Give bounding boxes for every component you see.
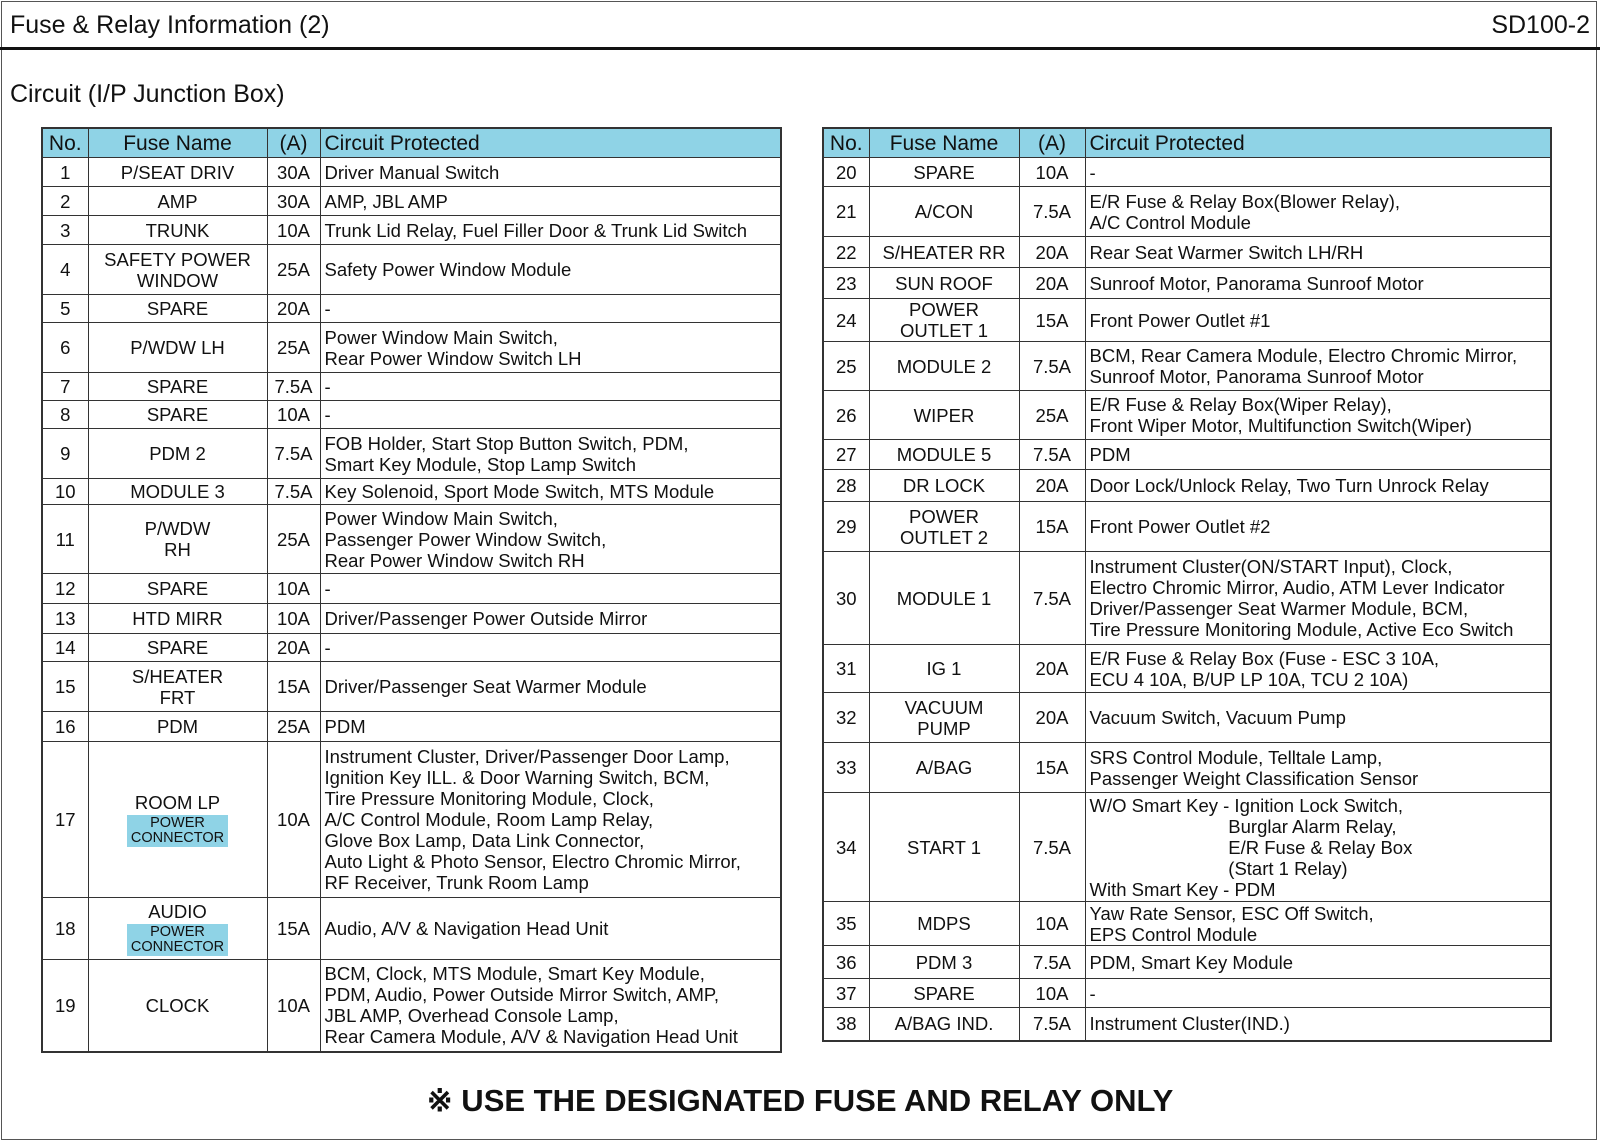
table-row — [42, 574, 781, 604]
fuse-amperage: 15A — [267, 662, 320, 712]
table-row — [823, 187, 1551, 237]
fuse-name-cell — [869, 946, 1019, 979]
table-row — [42, 479, 781, 505]
circuit-protected: Vacuum Switch, Vacuum Pump — [1085, 693, 1551, 743]
circuit-protected: Rear Seat Warmer Switch LH/RH — [1085, 237, 1551, 268]
fuse-name-cell — [869, 552, 1019, 645]
fuse-amperage: 20A — [267, 295, 320, 323]
fuse-amperage: 20A — [1019, 693, 1085, 743]
fuse-name: IG 1 — [926, 658, 962, 679]
table-row — [823, 793, 1551, 902]
fuse-amperage: 20A — [1019, 268, 1085, 299]
circuit-protected: - — [320, 295, 781, 323]
circuit-protected: Driver/Passenger Seat Warmer Module — [320, 662, 781, 712]
table-row — [823, 552, 1551, 645]
fuse-name: S/HEATER FRT — [131, 665, 224, 708]
fuse-name: P/SEAT DRIV — [120, 161, 235, 183]
circuit-protected: Key Solenoid, Sport Mode Switch, MTS Module — [320, 479, 781, 505]
fuse-name: MODULE 3 — [130, 481, 225, 502]
column-header-no: No. — [823, 128, 869, 158]
fuse-name-cell — [88, 401, 267, 429]
fuse-number: 30 — [823, 552, 869, 645]
table-row — [823, 268, 1551, 299]
fuse-name-cell — [88, 429, 267, 479]
fuse-name: DR LOCK — [902, 475, 986, 496]
fuse-name: A/BAG — [915, 757, 973, 778]
column-header-circuit: Circuit Protected — [1085, 128, 1551, 158]
circuit-protected: - — [1085, 158, 1551, 187]
fuse-amperage: 10A — [1019, 902, 1085, 946]
fuse-amperage: 30A — [267, 158, 320, 187]
fuse-amperage: 20A — [267, 634, 320, 662]
table-row — [823, 946, 1551, 979]
fuse-amperage: 25A — [1019, 391, 1085, 440]
fuse-name-cell — [869, 902, 1019, 946]
circuit-protected: Door Lock/Unlock Relay, Two Turn Unrock Relay — [1085, 470, 1551, 502]
table-row — [42, 245, 781, 295]
fuse-amperage: 20A — [1019, 645, 1085, 693]
circuit-protected: Yaw Rate Sensor, ESC Off Switch, EPS Control Module — [1085, 902, 1551, 946]
fuse-number: 20 — [823, 158, 869, 187]
fuse-name-cell — [88, 187, 267, 216]
fuse-name-cell — [88, 245, 267, 295]
circuit-protected: - — [320, 634, 781, 662]
fuse-amperage: 7.5A — [1019, 187, 1085, 237]
table-row — [823, 342, 1551, 391]
circuit-protected: PDM — [1085, 440, 1551, 470]
fuse-number: 18 — [42, 898, 88, 960]
circuit-protected: E/R Fuse & Relay Box(Wiper Relay), Front Wiper Motor, Multifunction Switch(Wiper) — [1085, 391, 1551, 440]
fuse-name-cell — [88, 712, 267, 742]
fuse-amperage: 10A — [267, 742, 320, 898]
circuit-protected: Sunroof Motor, Panorama Sunroof Motor — [1085, 268, 1551, 299]
fuse-number: 14 — [42, 634, 88, 662]
fuse-amperage: 25A — [267, 712, 320, 742]
fuse-name-cell — [88, 505, 267, 574]
fuse-name-cell — [88, 574, 267, 604]
fuse-name: SPARE — [146, 637, 209, 658]
circuit-protected: Front Power Outlet #1 — [1085, 299, 1551, 342]
fuse-name-cell — [869, 793, 1019, 902]
fuse-name-cell — [869, 440, 1019, 470]
fuse-number: 35 — [823, 902, 869, 946]
table-row — [823, 470, 1551, 502]
table-row — [823, 1008, 1551, 1041]
fuse-number: 24 — [823, 299, 869, 342]
fuse-number: 21 — [823, 187, 869, 237]
circuit-protected: W/O Smart Key - Ignition Lock Switch, Burglar Alarm Relay, E/R Fuse & Relay Box (Start 1 Relay) With Smart Key - PDM — [1085, 793, 1551, 902]
table-row — [823, 391, 1551, 440]
table-row — [823, 743, 1551, 793]
fuse-name-cell — [88, 662, 267, 712]
circuit-protected: AMP, JBL AMP — [320, 187, 781, 216]
fuse-name-cell — [869, 237, 1019, 268]
table-row — [42, 662, 781, 712]
fuse-name: POWER OUTLET 2 — [899, 505, 989, 548]
fuse-name-cell — [869, 299, 1019, 342]
fuse-number: 16 — [42, 712, 88, 742]
fuse-name: SPARE — [913, 161, 975, 183]
fuse-name: PDM 3 — [915, 951, 973, 973]
fuse-name-cell — [869, 391, 1019, 440]
table-header-row — [42, 128, 781, 158]
fuse-amperage: 7.5A — [267, 479, 320, 505]
circuit-protected: Audio, A/V & Navigation Head Unit — [320, 898, 781, 960]
fuse-amperage: 30A — [267, 187, 320, 216]
fuse-name: POWER OUTLET 1 — [899, 299, 989, 341]
fuse-name: CLOCK — [145, 994, 210, 1016]
fuse-name: SPARE — [146, 298, 209, 319]
fuse-amperage: 10A — [267, 401, 320, 429]
fuse-amperage: 15A — [1019, 299, 1085, 342]
fuse-name: AUDIO — [148, 901, 207, 922]
table-row — [823, 902, 1551, 946]
column-header-fuse-name: Fuse Name — [869, 128, 1019, 158]
fuse-name: SPARE — [146, 404, 209, 425]
fuse-name: SPARE — [146, 578, 209, 599]
fuse-name: A/BAG IND. — [894, 1013, 994, 1035]
fuse-amperage: 10A — [1019, 158, 1085, 187]
fuse-name: VACUUM PUMP — [904, 696, 984, 739]
fuse-name-cell — [88, 898, 267, 960]
fuse-name: SUN ROOF — [895, 272, 993, 294]
document-code: SD100-2 — [1491, 11, 1590, 39]
fuse-amperage: 7.5A — [1019, 440, 1085, 470]
fuse-name: SAFETY POWER WINDOW — [104, 248, 251, 291]
fuse-name: START 1 — [906, 836, 982, 858]
fuse-name: P/WDW RH — [144, 518, 211, 560]
fuse-number: 23 — [823, 268, 869, 299]
fuse-name: TRUNK — [145, 219, 210, 241]
fuse-name: ROOM LP — [134, 792, 221, 813]
fuse-name-cell — [869, 187, 1019, 237]
fuse-number: 31 — [823, 645, 869, 693]
fuse-name: MDPS — [917, 913, 971, 934]
fuse-name-cell — [869, 979, 1019, 1008]
fuse-name: PDM 2 — [149, 443, 206, 464]
fuse-rows-left — [42, 158, 781, 1052]
fuse-amperage: 10A — [267, 574, 320, 604]
fuse-amperage: 7.5A — [1019, 342, 1085, 391]
fuse-number: 27 — [823, 440, 869, 470]
table-row — [823, 502, 1551, 552]
circuit-protected: E/R Fuse & Relay Box (Fuse - ESC 3 10A, ECU 4 10A, B/UP LP 10A, TCU 2 10A) — [1085, 645, 1551, 693]
circuit-protected: BCM, Rear Camera Module, Electro Chromic Mirror, Sunroof Motor, Panorama Sunroof Motor — [1085, 342, 1551, 391]
fuse-name: AMP — [157, 190, 198, 212]
fuse-name-cell — [88, 323, 267, 373]
table-row — [42, 373, 781, 401]
fuse-number: 9 — [42, 429, 88, 479]
section-title: Circuit (I/P Junction Box) — [10, 80, 285, 108]
fuse-amperage: 25A — [267, 505, 320, 574]
fuse-name: A/CON — [914, 201, 974, 222]
fuse-number: 13 — [42, 604, 88, 634]
fuse-number: 2 — [42, 187, 88, 216]
fuse-number: 8 — [42, 401, 88, 429]
circuit-protected: BCM, Clock, MTS Module, Smart Key Module, PDM, Audio, Power Outside Mirror Switch, AMP, JBL AMP, Overhead Console Lamp, Rear Camera Module, A/V & Navigation Head Unit — [320, 960, 781, 1052]
table-row — [42, 960, 781, 1052]
table-row — [823, 299, 1551, 342]
circuit-protected: - — [1085, 979, 1551, 1008]
fuse-name: WIPER — [913, 404, 975, 426]
page-header — [0, 0, 1600, 50]
circuit-protected: Instrument Cluster, Driver/Passenger Door Lamp, Ignition Key ILL. & Door Warning Switch, BCM, Tire Pressure Monitoring Module, Clock, A/C Control Module, Room Lamp Relay, Glove Box Lamp, Data Link Connector, Auto Light & Photo Sensor, Electro Chromic Mirror, RF Receiver, Trunk Room Lamp — [320, 742, 781, 898]
table-row — [42, 505, 781, 574]
table-header-row — [823, 128, 1551, 158]
circuit-protected: PDM — [320, 712, 781, 742]
fuse-name-cell — [869, 268, 1019, 299]
table-row — [42, 216, 781, 245]
fuse-name-cell — [88, 373, 267, 401]
fuse-number: 5 — [42, 295, 88, 323]
circuit-protected: Trunk Lid Relay, Fuel Filler Door & Trunk Lid Switch — [320, 216, 781, 245]
fuse-number: 38 — [823, 1008, 869, 1041]
column-header-circuit: Circuit Protected — [320, 128, 781, 158]
circuit-protected: - — [320, 574, 781, 604]
circuit-protected: Safety Power Window Module — [320, 245, 781, 295]
fuse-name-cell — [88, 295, 267, 323]
fuse-amperage: 7.5A — [1019, 552, 1085, 645]
table-row — [823, 979, 1551, 1008]
table-row — [42, 323, 781, 373]
fuse-number: 33 — [823, 743, 869, 793]
fuse-number: 12 — [42, 574, 88, 604]
fuse-number: 28 — [823, 470, 869, 502]
fuse-name-cell — [869, 158, 1019, 187]
circuit-protected: E/R Fuse & Relay Box(Blower Relay), A/C Control Module — [1085, 187, 1551, 237]
circuit-protected: - — [320, 401, 781, 429]
fuse-amperage: 15A — [267, 898, 320, 960]
table-row — [42, 634, 781, 662]
column-header-fuse-name: Fuse Name — [88, 128, 267, 158]
fuse-name: PDM — [156, 716, 199, 737]
column-header-amp: (A) — [1019, 128, 1085, 158]
power-connector-badge: POWER CONNECTOR — [127, 815, 228, 847]
fuse-number: 36 — [823, 946, 869, 979]
fuse-number: 19 — [42, 960, 88, 1052]
fuse-number: 10 — [42, 479, 88, 505]
fuse-number: 22 — [823, 237, 869, 268]
table-row — [42, 401, 781, 429]
circuit-protected: Instrument Cluster(ON/START Input), Clock, Electro Chromic Mirror, Audio, ATM Lever Indicator Driver/Passenger Seat Warmer Module, BCM, Tire Pressure Monitoring Module, Active Eco Switch — [1085, 552, 1551, 645]
fuse-name-cell — [869, 470, 1019, 502]
fuse-rows-right — [823, 158, 1551, 1041]
fuse-name-cell — [88, 742, 267, 898]
fuse-number: 26 — [823, 391, 869, 440]
fuse-number: 1 — [42, 158, 88, 187]
fuse-number: 32 — [823, 693, 869, 743]
footer-warning: ※ USE THE DESIGNATED FUSE AND RELAY ONLY — [426, 1083, 1174, 1118]
circuit-protected: Front Power Outlet #2 — [1085, 502, 1551, 552]
circuit-protected: - — [320, 373, 781, 401]
fuse-number: 37 — [823, 979, 869, 1008]
fuse-name-cell — [869, 342, 1019, 391]
circuit-protected: Power Window Main Switch, Rear Power Window Switch LH — [320, 323, 781, 373]
table-row — [823, 693, 1551, 743]
fuse-amperage: 7.5A — [267, 373, 320, 401]
fuse-amperage: 25A — [267, 245, 320, 295]
table-row — [42, 295, 781, 323]
fuse-name-cell — [869, 502, 1019, 552]
fuse-name-cell — [88, 604, 267, 634]
fuse-name: P/WDW LH — [130, 337, 225, 358]
fuse-amperage: 15A — [1019, 743, 1085, 793]
fuse-amperage: 7.5A — [1019, 793, 1085, 902]
column-header-no: No. — [42, 128, 88, 158]
table-row — [42, 898, 781, 960]
table-row — [42, 429, 781, 479]
fuse-amperage: 10A — [267, 604, 320, 634]
fuse-name-cell — [88, 216, 267, 245]
fuse-amperage: 10A — [267, 216, 320, 245]
fuse-amperage: 15A — [1019, 502, 1085, 552]
fuse-name: MODULE 5 — [896, 444, 992, 465]
circuit-protected: SRS Control Module, Telltale Lamp, Passenger Weight Classification Sensor — [1085, 743, 1551, 793]
fuse-name-cell — [88, 634, 267, 662]
fuse-amperage: 25A — [267, 323, 320, 373]
fuse-amperage: 10A — [267, 960, 320, 1052]
fuse-number: 11 — [42, 505, 88, 574]
table-row — [823, 158, 1551, 187]
table-row — [42, 158, 781, 187]
fuse-number: 34 — [823, 793, 869, 902]
fuse-amperage: 7.5A — [1019, 1008, 1085, 1041]
fuse-number: 7 — [42, 373, 88, 401]
circuit-protected: FOB Holder, Start Stop Button Switch, PDM, Smart Key Module, Stop Lamp Switch — [320, 429, 781, 479]
fuse-number: 29 — [823, 502, 869, 552]
fuse-name-cell — [88, 960, 267, 1052]
fuse-number: 3 — [42, 216, 88, 245]
fuse-amperage: 7.5A — [1019, 946, 1085, 979]
fuse-number: 25 — [823, 342, 869, 391]
circuit-protected: Instrument Cluster(IND.) — [1085, 1008, 1551, 1041]
fuse-amperage: 20A — [1019, 470, 1085, 502]
fuse-amperage: 7.5A — [267, 429, 320, 479]
fuse-number: 4 — [42, 245, 88, 295]
fuse-name: SPARE — [913, 982, 975, 1004]
fuse-number: 17 — [42, 742, 88, 898]
circuit-protected: PDM, Smart Key Module — [1085, 946, 1551, 979]
fuse-name: S/HEATER RR — [882, 241, 1006, 263]
fuse-name-cell — [869, 743, 1019, 793]
page-title: Fuse & Relay Information (2) — [10, 11, 330, 39]
fuse-number: 6 — [42, 323, 88, 373]
fuse-name-cell — [88, 479, 267, 505]
table-row — [42, 604, 781, 634]
fuse-name: SPARE — [146, 376, 209, 397]
table-row — [823, 237, 1551, 268]
fuse-table-right — [822, 127, 1552, 1042]
circuit-protected: Power Window Main Switch, Passenger Power Window Switch, Rear Power Window Switch RH — [320, 505, 781, 574]
table-row — [823, 440, 1551, 470]
fuse-name-cell — [869, 1008, 1019, 1041]
fuse-amperage: 20A — [1019, 237, 1085, 268]
power-connector-badge: POWER CONNECTOR — [127, 924, 228, 956]
circuit-protected: Driver Manual Switch — [320, 158, 781, 187]
table-row — [42, 742, 781, 898]
circuit-protected: Driver/Passenger Power Outside Mirror — [320, 604, 781, 634]
fuse-name-cell — [869, 645, 1019, 693]
fuse-name-cell — [869, 693, 1019, 743]
fuse-name: HTD MIRR — [132, 608, 223, 629]
fuse-amperage: 10A — [1019, 979, 1085, 1008]
column-header-amp: (A) — [267, 128, 320, 158]
table-row — [42, 187, 781, 216]
fuse-name: MODULE 1 — [896, 587, 992, 609]
fuse-name-cell — [88, 158, 267, 187]
table-row — [42, 712, 781, 742]
table-row — [823, 645, 1551, 693]
fuse-table-left — [41, 127, 782, 1053]
fuse-number: 15 — [42, 662, 88, 712]
fuse-name: MODULE 2 — [896, 355, 992, 377]
